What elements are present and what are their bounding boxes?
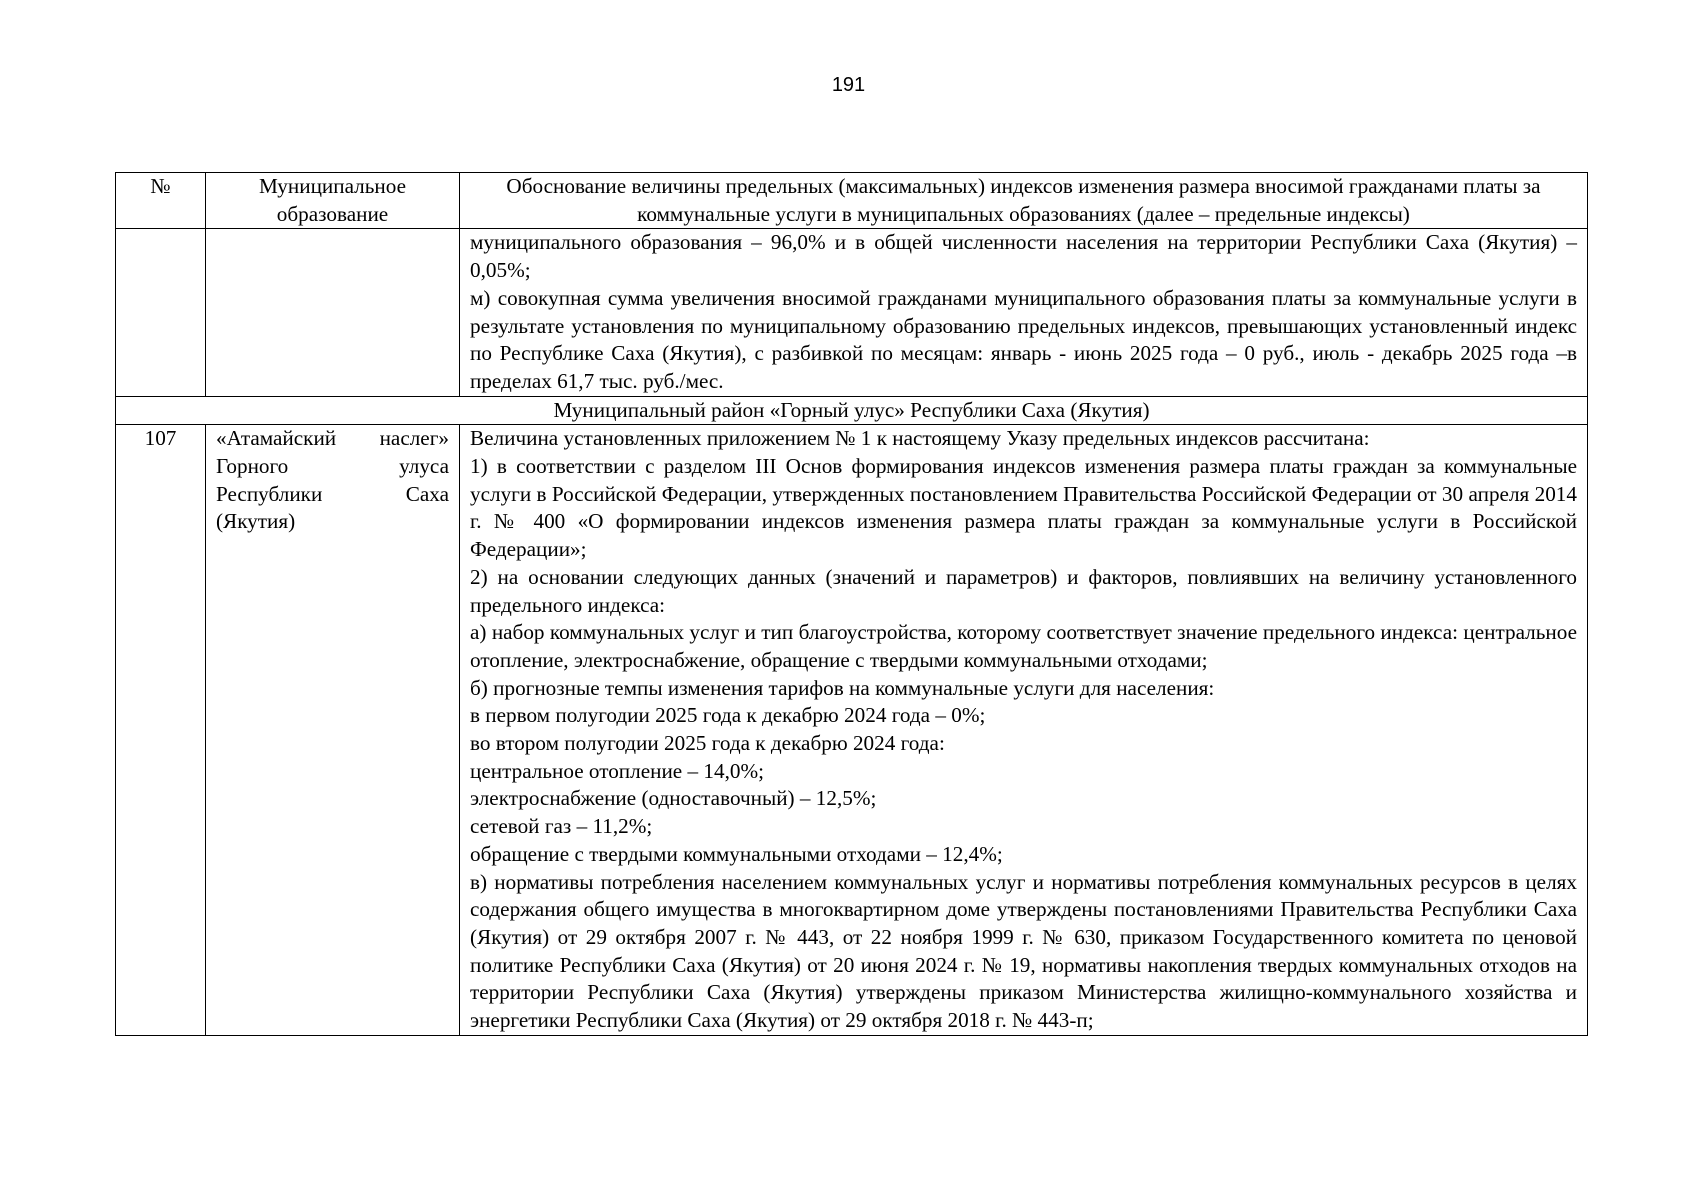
header-justification: Обоснование величины предельных (максимальных) индексов изменения размера вносимой гражданами платы за коммунальные услуги в муниципальных образованиях (далее – предельные индексы) <box>460 173 1588 229</box>
section-title: Муниципальный район «Горный улус» Республики Саха (Якутия) <box>116 396 1588 425</box>
paragraph: в) нормативы потребления населением коммунальных услуг и нормативы потребления коммунальных ресурсов в целях содержания общего имущества в многоквартирном доме утверждены постановлениями Правительства Республики Саха (Якутия) от 29 октября 2007 г. № 443, от 22 ноября 1999 г. № 630, приказом Государственного комитета по ценовой политике Республики Саха (Якутия) от 20 июня 2024 г. № 19, нормативы накопления твердых коммунальных отходов на территории Республики Саха (Якутия) утверждены приказом Министерства жилищно-коммунального хозяйства и энергетики Республики Саха (Якутия) от 29 октября 2018 г. № 443-п; <box>470 869 1577 1033</box>
header-municipality: Муниципальное образование <box>206 173 460 229</box>
paragraph: электроснабжение (одноставочный) – 12,5%; <box>470 786 877 811</box>
continuation-text-cell <box>460 229 1588 396</box>
entry-number: 107 <box>116 425 206 1035</box>
municipality-line: (Якутия) <box>216 509 296 534</box>
paragraph: обращение с твердыми коммунальными отходами – 12,4%; <box>470 841 1003 866</box>
continuation-municipality-cell <box>206 229 460 396</box>
header-number: № <box>116 173 206 229</box>
entry-municipality <box>206 425 460 1035</box>
municipality-line: «Атамайский наслег» <box>216 426 449 451</box>
paragraph: сетевой газ – 11,2%; <box>470 814 653 839</box>
table-header-row <box>116 173 1588 229</box>
section-row <box>116 396 1588 425</box>
justification-table <box>115 172 1588 1036</box>
entry-justification <box>460 425 1588 1035</box>
paragraph: б) прогнозные темпы изменения тарифов на коммунальные услуги для населения: <box>470 675 1215 700</box>
municipality-line: Республики Саха <box>216 481 449 506</box>
table-row <box>116 425 1588 1035</box>
paragraph: м) совокупная сумма увеличения вносимой гражданами муниципального образования платы за коммунальные услуги в результате установления по муниципальному образованию предельных индексов, превышающих установленный индекс по Республике Саха (Якутия), с разбивкой по месяцам: январь - июнь 2025 года – 0 руб., июль - декабрь 2025 года –в пределах 61,7 тыс. руб./мес. <box>470 285 1577 393</box>
paragraph: 1) в соответствии с разделом III Основ формирования индексов изменения размера платы граждан за коммунальные услуги в Российской Федерации, утвержденных постановлением Правительства Российской Федерации от 30 апреля 2014 г. № 400 «О формировании индексов изменения размера платы граждан за коммунальные услуги в Российской Федерации»; <box>470 454 1577 562</box>
paragraph: а) набор коммунальных услуг и тип благоустройства, которому соответствует значение предельного индекса: центральное отопление, электроснабжение, обращение с твердыми коммунальными отходами; <box>470 620 1577 672</box>
paragraph: во втором полугодии 2025 года к декабрю 2024 года: <box>470 731 945 756</box>
continuation-number-cell <box>116 229 206 396</box>
page-number: 191 <box>831 74 866 96</box>
paragraph: центральное отопление – 14,0%; <box>470 758 764 783</box>
continuation-row <box>116 229 1588 396</box>
paragraph: муниципального образования – 96,0% и в общей численности населения на территории Республики Саха (Якутия) – 0,05%; <box>470 230 1577 283</box>
municipality-line: Горного улуса <box>216 454 449 479</box>
paragraph: в первом полугодии 2025 года к декабрю 2024 года – 0%; <box>470 703 986 728</box>
paragraph: Величина установленных приложением № 1 к настоящему Указу предельных индексов рассчитана: <box>470 426 1370 451</box>
paragraph: 2) на основании следующих данных (значений и параметров) и факторов, повлиявших на величину установленного предельного индекса: <box>470 564 1577 617</box>
